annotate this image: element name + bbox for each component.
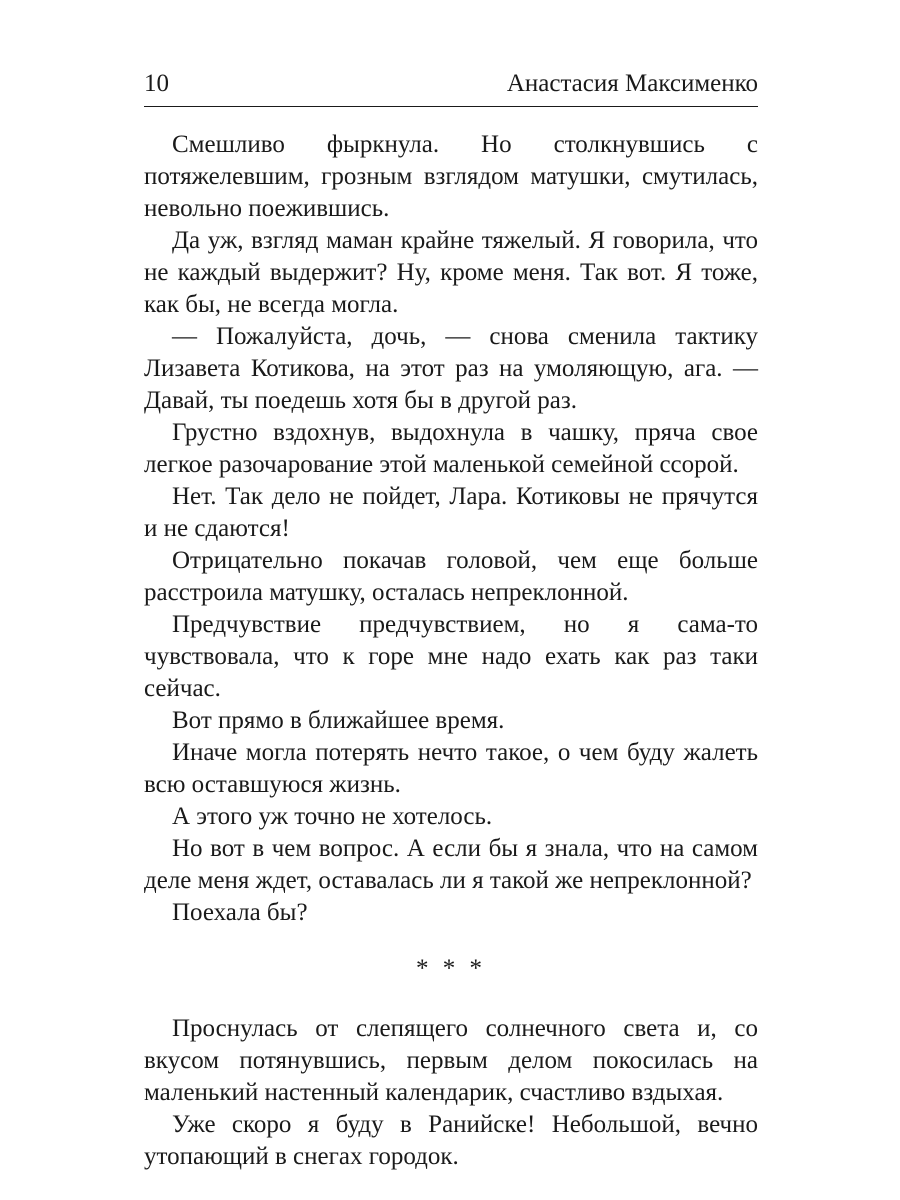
body-text <box>144 129 758 1173</box>
paragraph: — Пожалуйста, дочь, — снова сменила тактику Лизавета Котикова, на этот раз на умоляющую, ага. — Давай, ты поедешь хотя бы в другой раз. <box>144 323 758 414</box>
book-page <box>144 62 758 1173</box>
paragraph: Нет. Так дело не пойдет, Лара. Котиковы не прячутся и не сдаются! <box>144 483 758 542</box>
paragraph: Грустно вздохнув, выдохнула в чашку, пряча свое легкое разочарование этой маленькой семейной ссорой. <box>144 419 758 478</box>
paragraph: Уже скоро я буду в Ранийске! Небольшой, вечно утопающий в снегах городок. <box>144 1111 758 1170</box>
paragraph: Смешливо фыркнула. Но столкнувшись с потяжелевшим, грозным взглядом матушки, смутилась, невольно поежившись. <box>144 131 758 222</box>
page-number: 10 <box>144 70 169 97</box>
paragraph: Поехала бы? <box>172 899 308 926</box>
paragraph: Но вот в чем вопрос. А если бы я знала, что на самом деле меня ждет, оставалась ли я такой же непреклонной? <box>144 835 758 894</box>
paragraph: Иначе могла потерять нечто такое, о чем буду жалеть всю оставшуюся жизнь. <box>144 739 758 798</box>
paragraph: А этого уж точно не хотелось. <box>172 803 493 830</box>
paragraph: Да уж, взгляд маман крайне тяжелый. Я говорила, что не каждый выдержит? Ну, кроме меня. Так вот. Я тоже, как бы, не всегда могла. <box>144 227 758 318</box>
paragraph: Отрицательно покачав головой, чем еще больше расстроила матушку, осталась непреклонной. <box>144 547 758 606</box>
paragraph: Проснулась от слепящего солнечного света и, со вкусом потянувшись, первым делом покосилась на маленький настенный календарик, счастливо вздыхая. <box>144 1015 758 1106</box>
paragraph: Предчувствие предчувствием, но я сама-то чувствовала, что к горе мне надо ехать как раз таки сейчас. <box>144 611 758 702</box>
section-separator: * * * <box>416 955 486 982</box>
author-name: Анастасия Максименко <box>506 70 758 97</box>
paragraph: Вот прямо в ближайшее время. <box>172 707 505 734</box>
running-header <box>144 62 758 107</box>
